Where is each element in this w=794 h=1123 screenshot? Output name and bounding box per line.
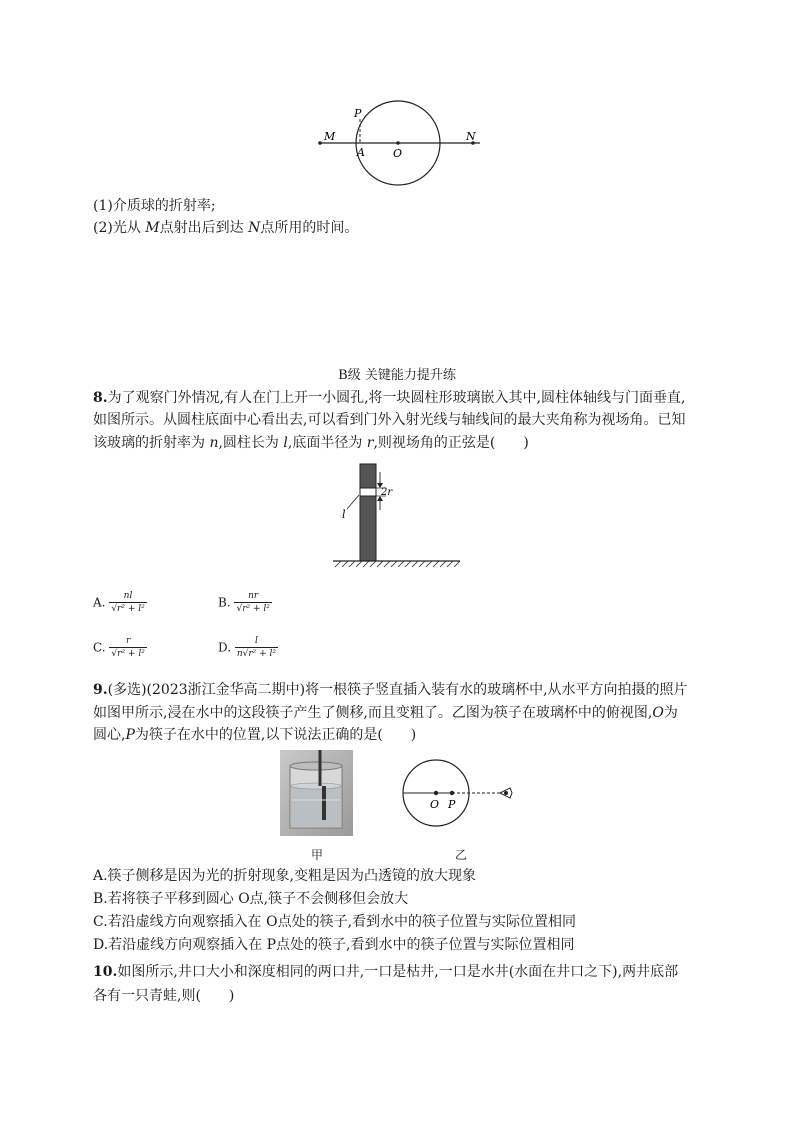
section-title: B级 关键能力提升练 — [338, 368, 456, 383]
q8-line2: 如图所示。从圆柱底面中心看出去,可以看到门外入射光线与轴线间的最大夹角称为视场角。已知 — [93, 412, 686, 428]
label-2r: 2r — [381, 487, 393, 498]
q9-line1: 9.(多选)(2023浙江金华高二期中)将一根筷子竖直插入装有水的玻璃杯中,从水平方向拍摄的照片 — [93, 682, 688, 698]
q9-line3: 圆心,P为筷子在水中的位置,以下说法正确的是( ) — [93, 727, 417, 743]
q7-part1 — [93, 196, 216, 216]
caption-yi: 乙 — [455, 848, 468, 862]
point-o-top — [434, 791, 438, 795]
q8-line3: 该玻璃的折射率为 n,圆柱长为 l,底面半径为 r,则视场角的正弦是( ) — [93, 435, 529, 451]
q9-number: 9. — [93, 682, 108, 698]
q8-option-d[interactable]: D. $\frac{l}{\text{n√r² + l²}}$ — [218, 636, 277, 659]
q10-number: 10. — [93, 964, 118, 980]
glass-cylinder — [360, 488, 376, 496]
door-lower — [360, 496, 376, 561]
label-o: O — [393, 147, 403, 160]
label-l: l — [342, 508, 346, 521]
q10-line2: 各有一只青蛙,则( ) — [93, 988, 235, 1004]
door-upper — [360, 464, 376, 488]
label-o-top: O — [430, 798, 440, 811]
label-p: P — [354, 107, 362, 120]
q10-line1: 10.如图所示,井口大小和深度相同的两口井,一口是枯井,一口是水井(水面在井口之下),两井底部 — [93, 964, 679, 980]
q7-part2: (2)光从 M点射出后到达 N点所用的时间。 — [93, 220, 359, 236]
label-a: A — [357, 146, 365, 159]
label-p-top: P — [448, 798, 456, 811]
q9-option-b[interactable]: B.若将筷子平移到圆心 O点,筷子不会侧移但会放大 — [93, 891, 409, 907]
label-n: N — [466, 130, 476, 143]
q8-option-a[interactable]: A. $\frac{nl}{\text{√r² + l²}}$ — [93, 591, 145, 614]
point-p-top — [450, 791, 454, 795]
q8-option-b[interactable]: B. $\frac{nr}{\text{√r² + l²}}$ — [218, 591, 270, 614]
q9-option-c[interactable]: C.若沿虚线方向观察插入在 O点处的筷子,看到水中的筷子位置与实际位置相同 — [93, 914, 577, 930]
label-m: M — [324, 130, 336, 143]
eye-icon — [500, 788, 512, 798]
sphere-diagram — [310, 95, 490, 195]
top-view-diagram — [400, 756, 520, 836]
q9-option-a[interactable]: A.筷子侧移是因为光的折射现象,变粗是因为凸透镜的放大现象 — [93, 868, 477, 884]
q8-line1: 8.为了观察门外情况,有人在门上开一小圆孔,将一块圆柱形玻璃嵌入其中,圆柱体轴线与门面垂直, — [93, 390, 686, 406]
caption-jia: 甲 — [311, 848, 324, 862]
q9-option-d[interactable]: D.若沿虚线方向观察插入在 P点处的筷子,看到水中的筷子位置与实际位置相同 — [93, 937, 575, 953]
q8-option-c[interactable]: C. $\frac{r}{\text{√r² + l²}}$ — [93, 636, 145, 659]
glass-photo — [280, 750, 353, 836]
point-o — [396, 141, 400, 145]
q8-number: 8. — [93, 390, 108, 406]
point-m — [318, 141, 322, 145]
door-diagram — [330, 462, 465, 574]
q7-part1-text: (1)介质球的折射率; — [93, 198, 216, 214]
q9-line2: 如图甲所示,浸在水中的这段筷子产生了侧移,而且变粗了。乙图为筷子在玻璃杯中的俯视图,O为 — [93, 705, 678, 721]
